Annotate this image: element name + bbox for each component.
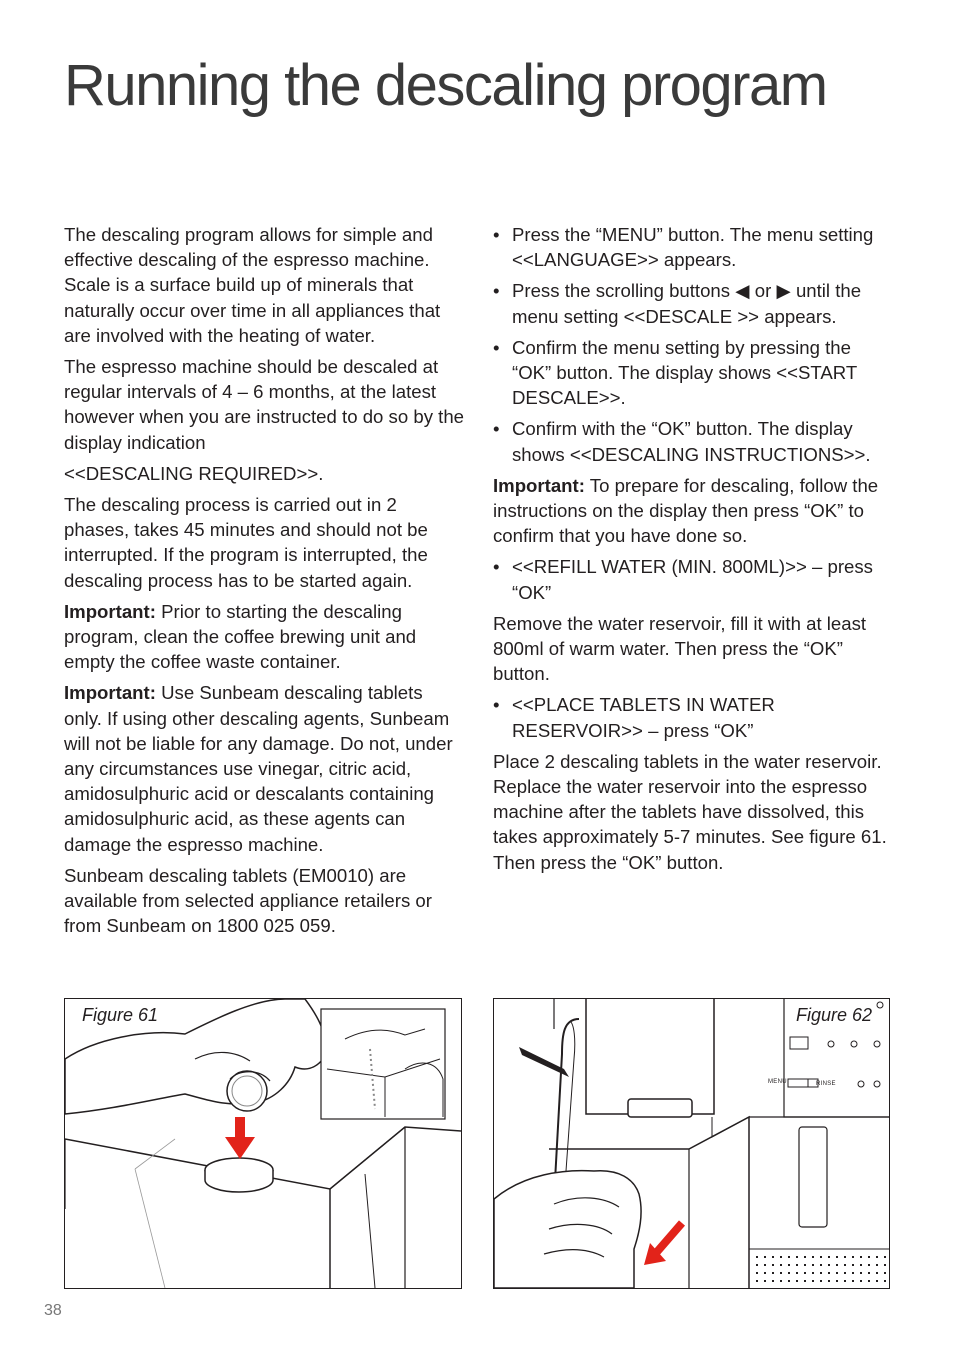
process-paragraph: The descaling process is carried out in 2 phases, takes 45 minutes and should not be interrupted. If the program is interrupted, the descaling process has to be started again. bbox=[64, 494, 428, 591]
step-refill-water: • <<REFILL WATER (MIN. 800ML)>> – press “OK” bbox=[493, 554, 893, 604]
step-scroll-buttons bbox=[493, 278, 893, 328]
page-title: Running the descaling program bbox=[64, 53, 827, 118]
panel-menu-label: MENU bbox=[768, 1079, 787, 1085]
figure-61 bbox=[64, 998, 462, 1289]
important-prepare-note bbox=[493, 473, 893, 549]
important-label: Important: bbox=[64, 682, 156, 704]
figure-62 bbox=[493, 998, 890, 1289]
important-prepare-text: To prepare for descaling, follow the instructions on the display then press “OK” to confirm that you have done so. bbox=[493, 474, 879, 547]
important-label: Important: bbox=[64, 600, 156, 622]
step-place-tablets: • <<PLACE TABLETS IN WATER RESERVOIR>> – press “OK” bbox=[493, 692, 893, 742]
refill-paragraph: Remove the water reservoir, fill it with at least 800ml of warm water. Then press the “OK” button. bbox=[493, 612, 867, 685]
step-menu-button: • Press the “MENU” button. The menu setting <<LANGUAGE>> appears. bbox=[493, 222, 893, 272]
intro-paragraph: The descaling program allows for simple and effective descaling of the espresso machine. Scale is a surface build up of minerals that naturally occur over time in all appliances that are involved with the heating of water. bbox=[64, 224, 441, 346]
figure-62-label: Figure 62 bbox=[793, 1005, 875, 1026]
important-text-1: Prior to starting the descaling program, clean the coffee brewing unit and empty the coffee waste container. bbox=[64, 600, 417, 673]
panel-rinse-label: RINSE bbox=[816, 1081, 836, 1087]
right-column bbox=[493, 222, 893, 881]
tablets-paragraph: Place 2 descaling tablets in the water reservoir. Replace the water reservoir into the espresso machine after the tablets have dissolved, this takes approximately 5-7 minutes. See figure 61. Then press the “OK” button. bbox=[493, 750, 887, 873]
left-column bbox=[64, 222, 464, 944]
tablets-availability-paragraph: Sunbeam descaling tablets (EM0010) are available from selected appliance retailers or from Sunbeam on 1800 025 059. bbox=[64, 864, 432, 937]
left-arrow-icon: ◀ bbox=[735, 280, 750, 302]
interval-paragraph: The espresso machine should be descaled at regular intervals of 4 – 6 months, at the latest however when you are instructed to do so by the display indication bbox=[64, 356, 465, 453]
step-scroll-text-start: Press the scrolling buttons bbox=[512, 280, 731, 302]
figure-61-illustration bbox=[65, 999, 461, 1288]
important-note-2 bbox=[64, 680, 464, 856]
step-scroll-text-end: until the menu setting <<DESCALE >> appears. bbox=[512, 280, 862, 327]
important-label: Important: bbox=[493, 474, 585, 496]
figure-61-label: Figure 61 bbox=[79, 1005, 161, 1026]
step-confirm-menu: • Confirm the menu setting by pressing the “OK” button. The display shows <<START DESCALE>>. bbox=[493, 335, 893, 411]
step-confirm-ok: • Confirm with the “OK” button. The display shows <<DESCALING INSTRUCTIONS>>. bbox=[493, 416, 893, 466]
important-text-2: Use Sunbeam descaling tablets only. If using other descaling agents, Sunbeam will not be liable for any damage. Do not, under any circumstances use vinegar, citric acid, amidosulphuric acid or descalants containing amidosulphuric acid, as these agents can damage the espresso machine. bbox=[64, 682, 453, 855]
page-number: 38 bbox=[44, 1302, 62, 1319]
or-word: or bbox=[754, 280, 772, 302]
figure-62-illustration bbox=[494, 999, 889, 1288]
display-indication: <<DESCALING REQUIRED>>. bbox=[64, 462, 324, 484]
important-note-1 bbox=[64, 599, 464, 675]
right-arrow-icon: ▶ bbox=[776, 280, 791, 302]
